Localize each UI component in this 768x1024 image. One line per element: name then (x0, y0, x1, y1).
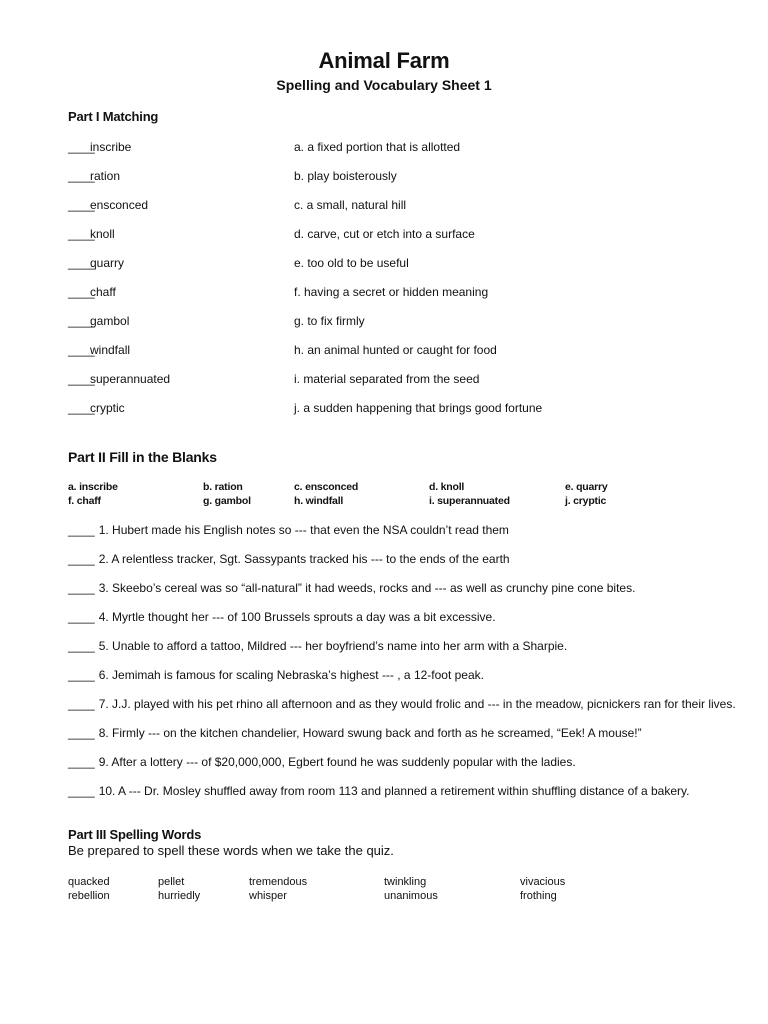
sentence-text: 4. Myrtle thought her --- of 100 Brussels sprouts a day was a bit excessive. (98, 610, 496, 624)
sentence-text: 5. Unable to afford a tattoo, Mildred --- her boyfriend’s name into her arm with a Sharpie. (98, 639, 568, 653)
answer-blank: ____ (68, 256, 95, 270)
answer-blank: ____ (68, 227, 95, 241)
word-bank-item: h. windfall (294, 495, 344, 507)
sentence-text: 7. J.J. played with his pet rhino all afternoon and as they would frolic and --- in the meadow, picnickers ran for their lives. (98, 697, 736, 711)
vocab-definition: h. an animal hunted or caught for food (294, 343, 497, 357)
vocab-definition: a. a fixed portion that is allotted (294, 140, 461, 154)
answer-blank: ____ (68, 169, 95, 183)
spelling-word: unanimous (384, 890, 438, 902)
spelling-word: whisper (249, 890, 287, 902)
word-bank-item: e. quarry (565, 481, 608, 493)
matching-row (0, 256, 768, 274)
sentence-text: 8. Firmly --- on the kitchen chandelier, Howard swung back and forth as he screamed, “Eek! A mouse!” (98, 726, 642, 740)
answer-blank: ____ (68, 372, 95, 386)
sentence-row (68, 784, 748, 798)
matching-row (0, 372, 768, 390)
page-title: Animal Farm (318, 48, 450, 73)
part2-heading: Part II Fill in the Blanks (68, 449, 217, 465)
sentence-text: 6. Jemimah is famous for scaling Nebraska’s highest --- , a 12-foot peak. (98, 668, 484, 682)
part3-intro: Be prepared to spell these words when we take the quiz. (68, 843, 394, 858)
answer-blank: ____ (68, 552, 95, 566)
vocab-word: ensconced (90, 198, 149, 212)
spelling-word: frothing (520, 890, 557, 902)
vocab-definition: i. material separated from the seed (294, 372, 480, 386)
vocab-word: windfall (90, 343, 131, 357)
vocab-word: superannuated (90, 372, 171, 386)
vocab-word: quarry (90, 256, 125, 270)
word-bank-item: a. inscribe (68, 481, 118, 493)
vocab-definition: j. a sudden happening that brings good fortune (294, 401, 543, 415)
word-bank-item: b. ration (203, 481, 243, 493)
matching-row (0, 169, 768, 187)
part3-heading: Part III Spelling Words (68, 827, 202, 842)
vocab-word: gambol (90, 314, 130, 328)
vocab-word: inscribe (90, 140, 132, 154)
spelling-word: vivacious (520, 876, 566, 888)
vocab-definition: f. having a secret or hidden meaning (294, 285, 489, 299)
sentence-row (68, 523, 748, 537)
spelling-word: rebellion (68, 890, 110, 902)
sentence-row (68, 697, 748, 711)
vocab-word: knoll (90, 227, 115, 241)
spelling-word: tremendous (249, 876, 308, 888)
word-bank-item: f. chaff (68, 495, 101, 507)
spelling-word: quacked (68, 876, 110, 888)
answer-blank: ____ (68, 140, 95, 154)
answer-blank: ____ (68, 610, 95, 624)
word-bank-item: j. cryptic (565, 495, 607, 507)
answer-blank: ____ (68, 639, 95, 653)
answer-blank: ____ (68, 697, 95, 711)
sentence-row (68, 610, 748, 624)
matching-row (0, 401, 768, 419)
sentence-text: 3. Skeebo’s cereal was so “all-natural” it had weeds, rocks and --- as well as crunchy pine cone bites. (98, 581, 636, 595)
sentence-text: 2. A relentless tracker, Sgt. Sassypants tracked his --- to the ends of the earth (98, 552, 510, 566)
answer-blank: ____ (68, 523, 95, 537)
sentence-row (68, 668, 748, 682)
vocab-word: cryptic (90, 401, 125, 415)
word-bank-item: i. superannuated (429, 495, 510, 507)
sentence-row (68, 581, 748, 595)
part1-heading: Part I Matching (68, 109, 159, 124)
answer-blank: ____ (68, 668, 95, 682)
answer-blank: ____ (68, 343, 95, 357)
sentence-row (68, 755, 748, 769)
sentence-text: 1. Hubert made his English notes so --- that even the NSA couldn’t read them (98, 523, 509, 537)
page-subtitle: Spelling and Vocabulary Sheet 1 (276, 77, 492, 93)
matching-row (0, 140, 768, 158)
matching-row (0, 285, 768, 303)
vocab-definition: b. play boisterously (294, 169, 397, 183)
answer-blank: ____ (68, 784, 95, 798)
matching-row (0, 227, 768, 245)
answer-blank: ____ (68, 755, 95, 769)
vocab-definition: d. carve, cut or etch into a surface (294, 227, 475, 241)
word-bank-item: c. ensconced (294, 481, 359, 493)
vocab-definition: g. to fix firmly (294, 314, 365, 328)
spelling-word: hurriedly (158, 890, 201, 902)
spelling-word: pellet (158, 876, 185, 888)
answer-blank: ____ (68, 285, 95, 299)
sentence-text: 10. A --- Dr. Mosley shuffled away from room 113 and planned a retirement within shuffling distance of a bakery. (98, 784, 690, 798)
matching-row (0, 314, 768, 332)
word-bank-item: d. knoll (429, 481, 465, 493)
vocab-definition: c. a small, natural hill (294, 198, 407, 212)
answer-blank: ____ (68, 401, 95, 415)
word-bank-item: g. gambol (203, 495, 251, 507)
matching-row (0, 343, 768, 361)
matching-row (0, 198, 768, 216)
vocab-word: chaff (90, 285, 116, 299)
spelling-word: twinkling (384, 876, 427, 888)
answer-blank: ____ (68, 726, 95, 740)
answer-blank: ____ (68, 314, 95, 328)
vocab-word: ration (90, 169, 121, 183)
answer-blank: ____ (68, 198, 95, 212)
sentence-row (68, 726, 748, 740)
vocab-definition: e. too old to be useful (294, 256, 409, 270)
sentence-row (68, 552, 748, 566)
sentence-text: 9. After a lottery --- of $20,000,000, Egbert found he was suddenly popular with the ladies. (98, 755, 576, 769)
answer-blank: ____ (68, 581, 95, 595)
sentence-row (68, 639, 748, 653)
